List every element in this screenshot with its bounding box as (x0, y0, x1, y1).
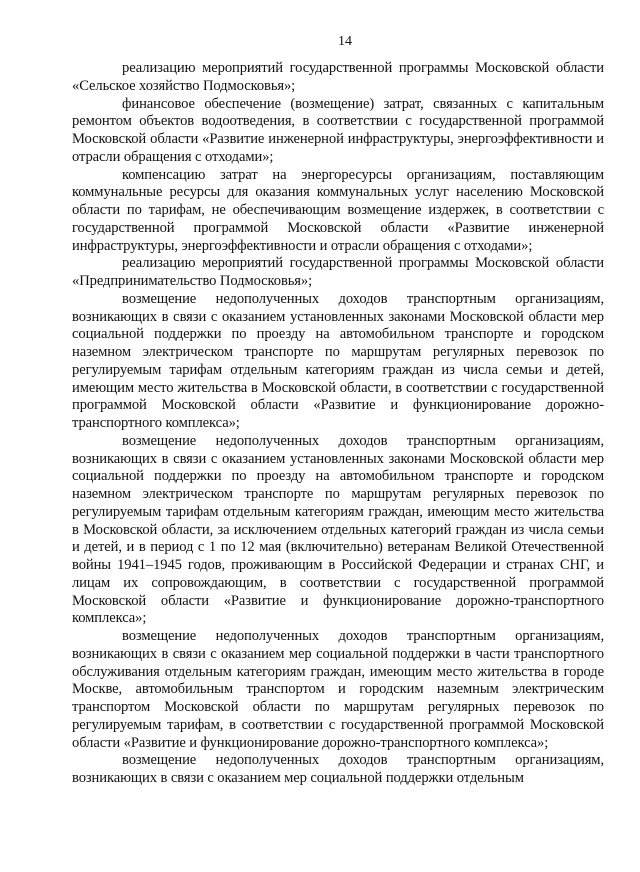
paragraph: возмещение недополученных доходов транспортным организациям, возникающих в связи с оказанием мер социальной поддержки отдельным (72, 752, 604, 786)
paragraph: возмещение недополученных доходов транспортным организациям, возникающих в связи с оказанием установленных законами Московской области мер социальной поддержки по проезду на автомобильном транспорте и городском наземном электрическом транспорте по маршрутам регулярных перевозок по регулируемым тарифам отдельным категориям граждан, имеющим место жительства в Московской области, за исключением отдельных категорий граждан из числа семьи и детей, и в период с 1 по 12 мая (включительно) ветеранам Великой Отечественной войны 1941–1945 годов, проживающим в Российской Федерации и странах СНГ, и лицам их сопровождающим, в соответствии с государственной программой Московской области «Развитие и функционирование дорожно-транспортного комплекса»; (72, 432, 604, 627)
paragraph: возмещение недополученных доходов транспортным организациям, возникающих в связи с оказанием установленных законами Московской области мер социальной поддержки по проезду на автомобильном транспорте и городском наземном электрическом транспорте по маршрутам регулярных перевозок по регулируемым тарифам отдельным категориям граждан из числа семьи и детей, имеющим место жительства в Московской области, в соответствии с государственной программой Московской области «Развитие и функционирование дорожно-транспортного комплекса»; (72, 290, 604, 431)
paragraph: реализацию мероприятий государственной программы Московской области «Сельское хозяйство Подмосковья»; (72, 60, 604, 94)
paragraph: реализацию мероприятий государственной программы Московской области «Предпринимательство Подмосковья»; (72, 255, 604, 289)
paragraph: финансовое обеспечение (возмещение) затрат, связанных с капитальным ремонтом объектов водоотведения, в соответствии с государственной программой Московской области «Развитие инженерной инфраструктуры, энергоэффективности и отрасли обращения с отходами»; (72, 95, 604, 165)
page-number: 14 (338, 34, 352, 49)
document-body (72, 60, 604, 788)
paragraph: возмещение недополученных доходов транспортным организациям, возникающих в связи с оказанием мер социальной поддержки в части транспортного обслуживания отдельным категориям граждан, имеющим место жительства в городе Москве, автомобильным транспортом и городским наземным электрическим транспортом Московской области по маршрутам регулярных перевозок по регулируемым тарифам, в соответствии с государственной программой Московской области «Развитие и функционирование дорожно-транспортного комплекса»; (72, 628, 604, 751)
paragraph: компенсацию затрат на энергоресурсы организациям, поставляющим коммунальные ресурсы для оказания коммунальных услуг населению Московской области по тарифам, не обеспечивающим возмещение издержек, в соответствии с государственной программой Московской области «Развитие инженерной инфраструктуры, энергоэффективности и отрасли обращения с отходами»; (72, 166, 604, 254)
